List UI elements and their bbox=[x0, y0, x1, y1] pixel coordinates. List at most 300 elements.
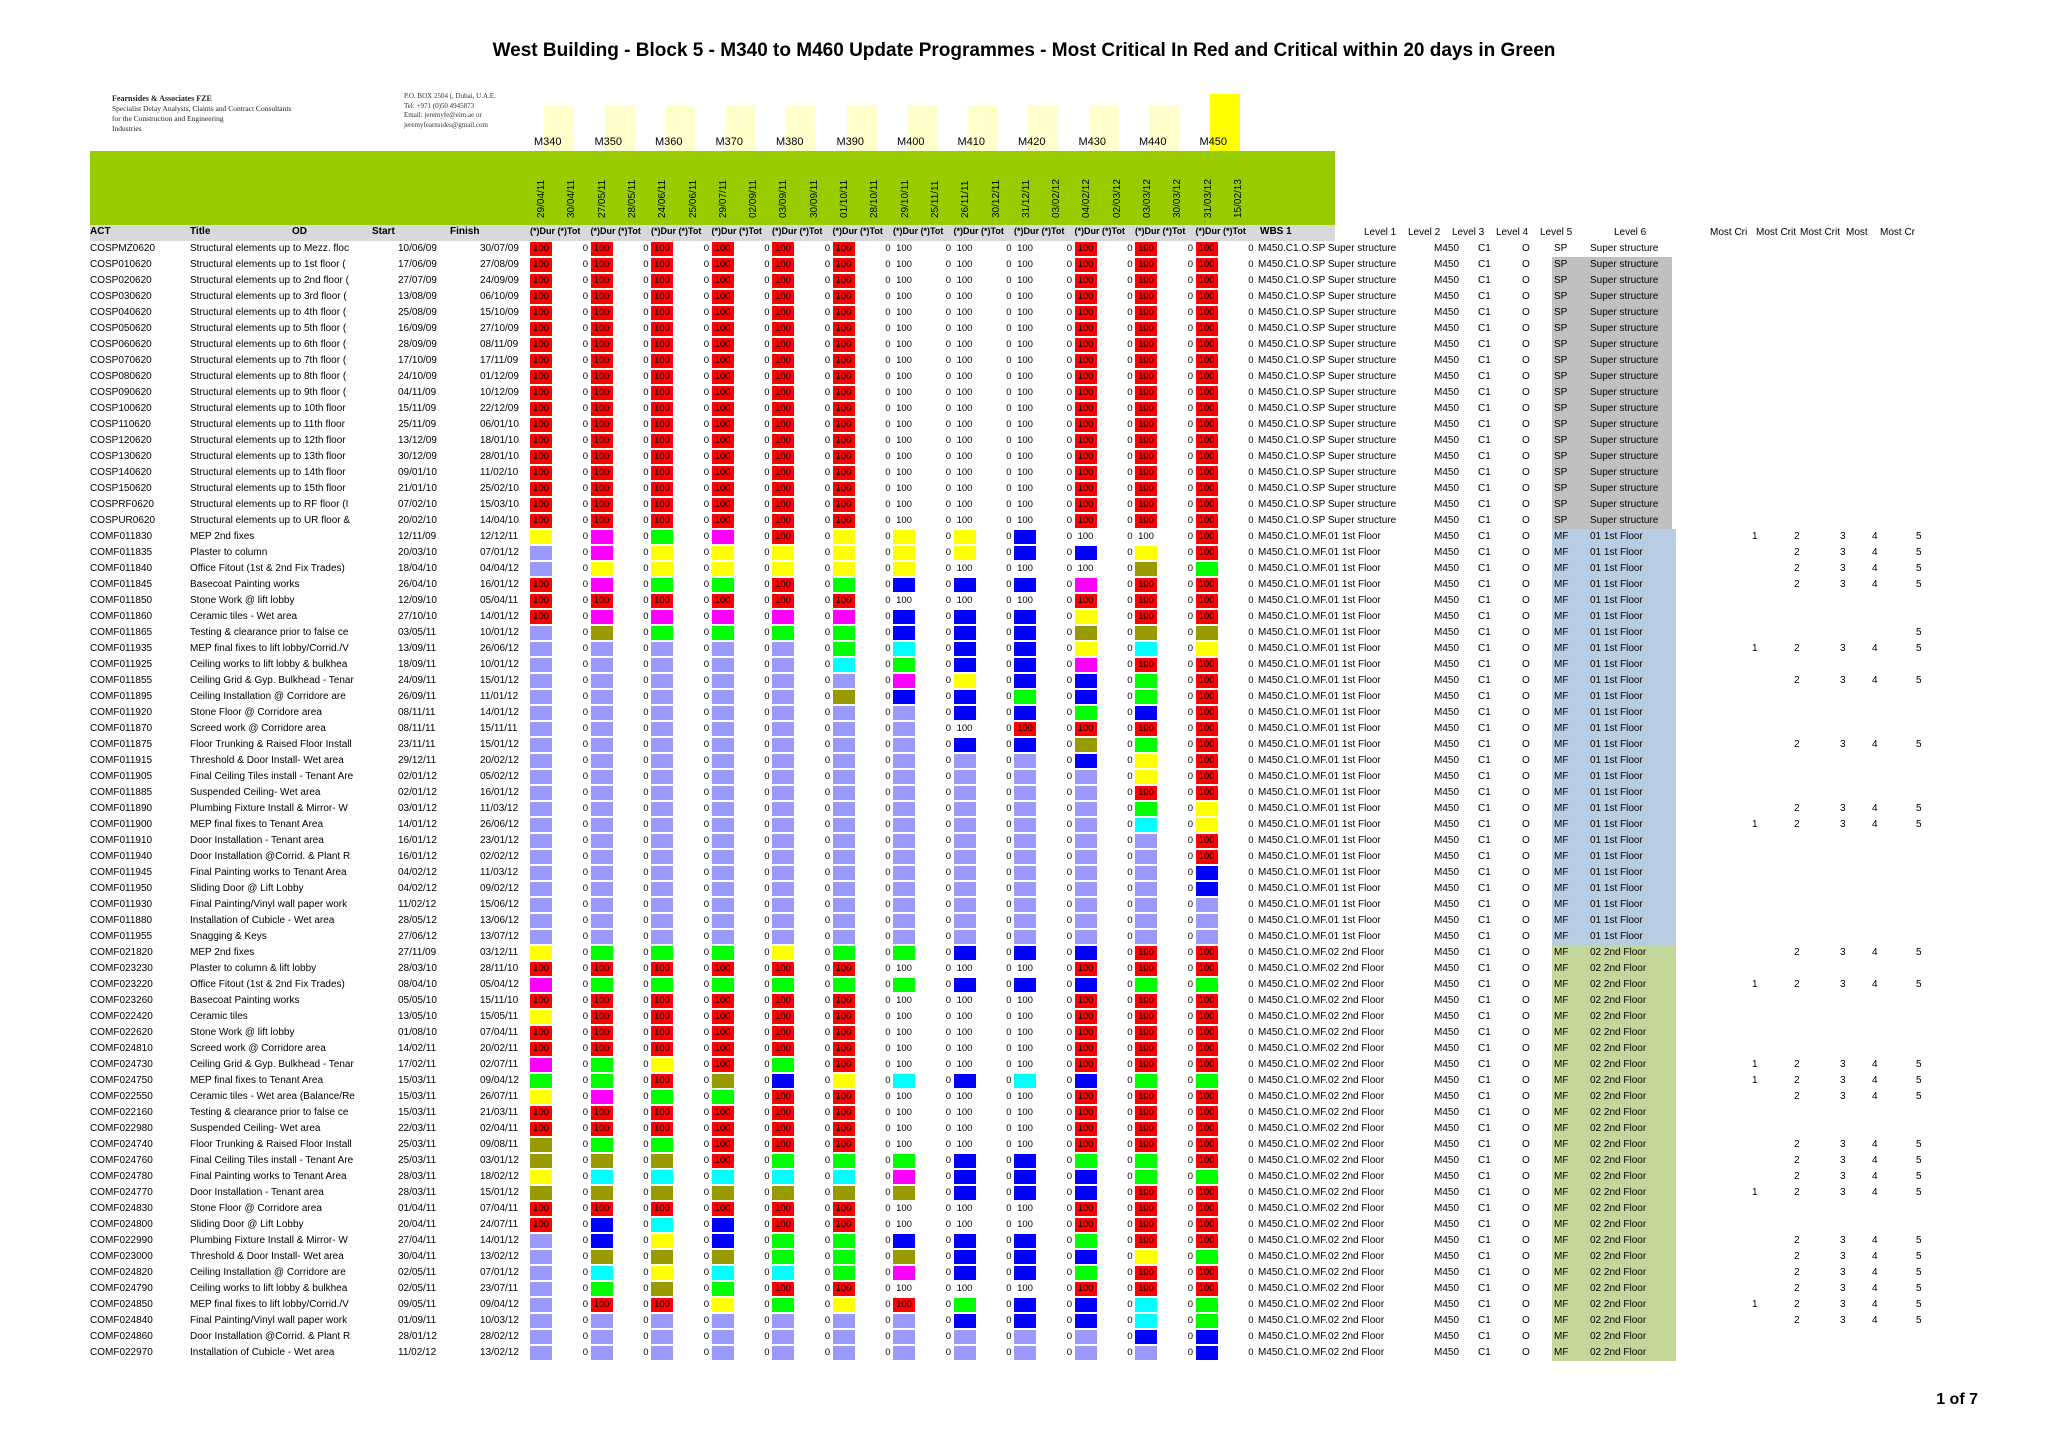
total-float-value: 0 bbox=[582, 579, 588, 590]
total-float-value: 0 bbox=[703, 819, 709, 830]
total-float-value: 0 bbox=[1066, 1027, 1072, 1038]
table-row[interactable] bbox=[0, 1009, 2048, 1025]
activity-id: COMF011935 bbox=[90, 643, 153, 654]
criticality-swatch bbox=[651, 802, 673, 816]
duration-value: 100 bbox=[1077, 355, 1094, 366]
total-float-value: 0 bbox=[1248, 643, 1254, 654]
finish-date: 25/02/10 bbox=[480, 483, 519, 494]
most-critical-flag: 4 bbox=[1872, 1251, 1878, 1262]
table-row[interactable] bbox=[0, 1169, 2048, 1185]
total-float-value: 0 bbox=[1006, 307, 1012, 318]
criticality-swatch bbox=[1075, 578, 1097, 592]
level-5: 02 2nd Floor bbox=[1590, 1187, 1647, 1198]
total-float-value: 0 bbox=[1187, 867, 1193, 878]
total-float-value: 0 bbox=[1248, 419, 1254, 430]
most-critical-flag: 3 bbox=[1840, 579, 1846, 590]
wbs-code: M450.C1.O.MF.01 1st Floor bbox=[1258, 771, 1381, 782]
total-float-value: 0 bbox=[1187, 1059, 1193, 1070]
total-float-value: 0 bbox=[1187, 531, 1193, 542]
table-row[interactable] bbox=[0, 673, 2048, 689]
criticality-swatch bbox=[954, 754, 976, 768]
criticality-swatch bbox=[954, 738, 976, 752]
duration-value: 100 bbox=[593, 1299, 610, 1310]
level-2: C1 bbox=[1478, 1059, 1491, 1070]
total-float-value: 0 bbox=[945, 291, 951, 302]
total-float-value: 0 bbox=[1248, 755, 1254, 766]
table-row[interactable] bbox=[0, 945, 2048, 961]
duration-value: 100 bbox=[1077, 1219, 1094, 1230]
most-critical-flag: 2 bbox=[1794, 819, 1800, 830]
level-1: M450 bbox=[1434, 963, 1460, 974]
criticality-swatch bbox=[772, 834, 794, 848]
pair-header: (*)Dur (*)Tot bbox=[1014, 226, 1065, 236]
duration-value: 100 bbox=[956, 499, 973, 510]
most-critical-flag: 2 bbox=[1794, 1155, 1800, 1166]
table-row[interactable] bbox=[0, 513, 2048, 529]
pair-header: (*)Dur (*)Tot bbox=[953, 226, 1004, 236]
criticality-swatch bbox=[772, 882, 794, 896]
total-float-value: 0 bbox=[1006, 643, 1012, 654]
total-float-value: 0 bbox=[945, 547, 951, 558]
level-4: MF bbox=[1554, 1331, 1569, 1342]
table-row[interactable] bbox=[0, 1345, 2048, 1361]
total-float-value: 0 bbox=[1006, 1059, 1012, 1070]
start-date: 26/09/11 bbox=[398, 691, 437, 702]
total-float-value: 0 bbox=[1187, 915, 1193, 926]
duration-value: 100 bbox=[654, 595, 670, 606]
criticality-swatch bbox=[1196, 1074, 1218, 1088]
total-float-value: 0 bbox=[885, 1139, 891, 1150]
level-1: M450 bbox=[1434, 691, 1460, 702]
table-row[interactable] bbox=[0, 1041, 2048, 1057]
total-float-value: 0 bbox=[1127, 355, 1133, 366]
start-date: 27/04/11 bbox=[398, 1235, 437, 1246]
total-float-value: 0 bbox=[582, 771, 588, 782]
table-row[interactable] bbox=[0, 529, 2048, 545]
activity-id: COMF022990 bbox=[90, 1235, 153, 1246]
total-float-value: 0 bbox=[643, 1139, 649, 1150]
criticality-swatch bbox=[1075, 898, 1097, 912]
total-float-value: 0 bbox=[1127, 979, 1133, 990]
total-float-value: 0 bbox=[1066, 675, 1072, 686]
total-float-value: 0 bbox=[703, 771, 709, 782]
table-row[interactable] bbox=[0, 977, 2048, 993]
total-float-value: 0 bbox=[1066, 419, 1072, 430]
table-row[interactable] bbox=[0, 1297, 2048, 1313]
total-float-value: 0 bbox=[824, 1107, 830, 1118]
table-row[interactable] bbox=[0, 1329, 2048, 1345]
duration-value: 100 bbox=[775, 259, 791, 270]
table-row[interactable] bbox=[0, 833, 2048, 849]
table-row[interactable] bbox=[0, 785, 2048, 801]
start-date: 09/05/11 bbox=[398, 1299, 437, 1310]
duration-value: 100 bbox=[1198, 739, 1215, 750]
table-row[interactable] bbox=[0, 769, 2048, 785]
total-float-value: 0 bbox=[1248, 259, 1254, 270]
total-float-value: 0 bbox=[582, 835, 588, 846]
table-row[interactable] bbox=[0, 1057, 2048, 1073]
duration-value: 100 bbox=[775, 1107, 791, 1118]
total-float-value: 0 bbox=[764, 419, 770, 430]
table-row[interactable] bbox=[0, 1233, 2048, 1249]
level-3: O bbox=[1522, 563, 1530, 574]
activity-title: Threshold & Door Install- Wet area bbox=[190, 755, 344, 766]
table-row[interactable] bbox=[0, 913, 2048, 929]
level-1: M450 bbox=[1434, 1107, 1460, 1118]
level-3: O bbox=[1522, 1171, 1530, 1182]
total-float-value: 0 bbox=[643, 1299, 649, 1310]
level-4: MF bbox=[1554, 707, 1569, 718]
wbs-code: M450.C1.O.MF.02 2nd Floor bbox=[1258, 1283, 1385, 1294]
level-5: 02 2nd Floor bbox=[1590, 1139, 1647, 1150]
criticality-swatch bbox=[651, 1250, 673, 1264]
table-row[interactable] bbox=[0, 657, 2048, 673]
criticality-swatch bbox=[1135, 626, 1157, 640]
pair-header: (*)Dur (*)Tot bbox=[893, 226, 944, 236]
level-1: M450 bbox=[1434, 1123, 1460, 1134]
pair-header: (*)Dur (*)Tot bbox=[772, 226, 823, 236]
milestone-label: M390 bbox=[836, 136, 865, 148]
duration-value: 100 bbox=[1017, 259, 1033, 270]
total-float-value: 0 bbox=[1006, 675, 1012, 686]
level-5: 01 1st Floor bbox=[1590, 675, 1643, 686]
table-row[interactable] bbox=[0, 881, 2048, 897]
table-row[interactable] bbox=[0, 465, 2048, 481]
table-row[interactable] bbox=[0, 561, 2048, 577]
table-row[interactable] bbox=[0, 353, 2048, 369]
total-float-value: 0 bbox=[643, 387, 649, 398]
duration-value: 100 bbox=[956, 435, 973, 446]
criticality-swatch bbox=[833, 626, 855, 640]
level-3: O bbox=[1522, 259, 1530, 270]
duration-value: 100 bbox=[956, 1203, 973, 1214]
activity-id: COMF011830 bbox=[90, 531, 153, 542]
total-float-value: 0 bbox=[703, 1299, 709, 1310]
total-float-value: 0 bbox=[1066, 1187, 1072, 1198]
start-date: 28/01/12 bbox=[398, 1331, 437, 1342]
table-row[interactable] bbox=[0, 449, 2048, 465]
total-float-value: 0 bbox=[1006, 707, 1012, 718]
most-critical-flag: 3 bbox=[1840, 947, 1846, 958]
criticality-swatch bbox=[954, 866, 976, 880]
table-row[interactable] bbox=[0, 1025, 2048, 1041]
table-row[interactable] bbox=[0, 241, 2048, 257]
table-row[interactable] bbox=[0, 817, 2048, 833]
table-row[interactable] bbox=[0, 705, 2048, 721]
level-5: 02 2nd Floor bbox=[1590, 1283, 1647, 1294]
criticality-swatch bbox=[530, 754, 552, 768]
table-row[interactable] bbox=[0, 433, 2048, 449]
level-4: MF bbox=[1554, 659, 1569, 670]
most-critical-flag: 3 bbox=[1840, 531, 1846, 542]
level-1: M450 bbox=[1434, 739, 1460, 750]
duration-value: 100 bbox=[714, 403, 731, 414]
level-1: M450 bbox=[1434, 387, 1460, 398]
start-date: 18/09/11 bbox=[398, 659, 437, 670]
duration-value: 100 bbox=[896, 371, 912, 382]
start-date: 11/02/12 bbox=[398, 1347, 437, 1358]
table-row[interactable] bbox=[0, 1185, 2048, 1201]
finish-date: 18/02/12 bbox=[480, 1171, 519, 1182]
table-row[interactable] bbox=[0, 865, 2048, 881]
total-float-value: 0 bbox=[1127, 819, 1133, 830]
table-row[interactable] bbox=[0, 1137, 2048, 1153]
criticality-swatch bbox=[954, 706, 976, 720]
table-row[interactable] bbox=[0, 481, 2048, 497]
activity-id: COMF023230 bbox=[90, 963, 153, 974]
criticality-swatch bbox=[893, 882, 915, 896]
duration-value: 100 bbox=[896, 243, 912, 254]
most-critical-flag: 5 bbox=[1916, 1299, 1922, 1310]
total-float-value: 0 bbox=[1006, 275, 1012, 286]
level-3: O bbox=[1522, 1315, 1530, 1326]
table-row[interactable] bbox=[0, 289, 2048, 305]
criticality-swatch bbox=[1014, 642, 1036, 656]
activity-id: COMF011835 bbox=[90, 547, 153, 558]
table-row[interactable] bbox=[0, 1073, 2048, 1089]
wbs-code: M450.C1.O.MF.02 2nd Floor bbox=[1258, 1203, 1385, 1214]
total-float-value: 0 bbox=[764, 387, 770, 398]
criticality-swatch bbox=[772, 754, 794, 768]
most-critical-flag: 4 bbox=[1872, 947, 1878, 958]
duration-value: 100 bbox=[1138, 579, 1154, 590]
total-float-value: 0 bbox=[1006, 899, 1012, 910]
start-date: 01/08/10 bbox=[398, 1027, 437, 1038]
table-row[interactable] bbox=[0, 1201, 2048, 1217]
column-header-row bbox=[90, 225, 1915, 241]
table-row[interactable] bbox=[0, 577, 2048, 593]
total-float-value: 0 bbox=[703, 1347, 709, 1358]
table-row[interactable] bbox=[0, 257, 2048, 273]
total-float-value: 0 bbox=[582, 259, 588, 270]
table-row[interactable] bbox=[0, 753, 2048, 769]
finish-date: 24/07/11 bbox=[480, 1219, 519, 1230]
duration-value: 100 bbox=[1017, 1043, 1033, 1054]
criticality-swatch bbox=[833, 930, 855, 944]
criticality-swatch bbox=[1196, 818, 1218, 832]
level-2: C1 bbox=[1478, 1219, 1491, 1230]
duration-value: 100 bbox=[835, 1203, 852, 1214]
level-2: C1 bbox=[1478, 643, 1491, 654]
table-row[interactable] bbox=[0, 545, 2048, 561]
level-1: M450 bbox=[1434, 1315, 1460, 1326]
criticality-swatch bbox=[530, 914, 552, 928]
activity-title: Structural elements up to 9th floor ( bbox=[190, 387, 347, 398]
total-float-value: 0 bbox=[945, 579, 951, 590]
total-float-value: 0 bbox=[1187, 899, 1193, 910]
table-row[interactable] bbox=[0, 385, 2048, 401]
duration-value: 100 bbox=[1198, 1091, 1215, 1102]
total-float-value: 0 bbox=[1127, 1315, 1133, 1326]
table-row[interactable] bbox=[0, 689, 2048, 705]
total-float-value: 0 bbox=[824, 611, 830, 622]
table-row[interactable] bbox=[0, 1153, 2048, 1169]
total-float-value: 0 bbox=[1066, 723, 1072, 734]
total-float-value: 0 bbox=[643, 1123, 649, 1134]
duration-value: 100 bbox=[654, 387, 670, 398]
criticality-swatch bbox=[712, 930, 734, 944]
table-row[interactable] bbox=[0, 1217, 2048, 1233]
activity-title: Final Painting works to Tenant Area bbox=[190, 867, 347, 878]
total-float-value: 0 bbox=[1127, 1299, 1133, 1310]
date-label: 15/02/13 bbox=[1232, 179, 1244, 218]
table-row[interactable] bbox=[0, 369, 2048, 385]
duration-value: 100 bbox=[593, 595, 610, 606]
criticality-swatch bbox=[591, 674, 613, 688]
duration-value: 100 bbox=[1077, 1283, 1094, 1294]
total-float-value: 0 bbox=[703, 275, 709, 286]
total-float-value: 0 bbox=[885, 339, 891, 350]
level-5: 02 2nd Floor bbox=[1590, 1347, 1647, 1358]
table-row[interactable] bbox=[0, 625, 2048, 641]
total-float-value: 0 bbox=[1187, 323, 1193, 334]
total-float-value: 0 bbox=[1248, 579, 1254, 590]
total-float-value: 0 bbox=[703, 755, 709, 766]
table-row[interactable] bbox=[0, 305, 2048, 321]
level-4: SP bbox=[1554, 243, 1568, 254]
finish-date: 11/02/10 bbox=[480, 467, 519, 478]
most-critical-flag: 5 bbox=[1916, 1283, 1922, 1294]
most-critical-flag: 5 bbox=[1916, 627, 1922, 638]
criticality-swatch bbox=[954, 1298, 976, 1312]
table-row[interactable] bbox=[0, 401, 2048, 417]
total-float-value: 0 bbox=[764, 1235, 770, 1246]
activity-title: Screed work @ Corridore area bbox=[190, 723, 326, 734]
total-float-value: 0 bbox=[764, 275, 770, 286]
duration-value: 100 bbox=[714, 1011, 731, 1022]
duration-value: 100 bbox=[1077, 403, 1094, 414]
finish-date: 28/01/10 bbox=[480, 451, 519, 462]
total-float-value: 0 bbox=[1248, 627, 1254, 638]
criticality-swatch bbox=[712, 546, 734, 560]
total-float-value: 0 bbox=[1127, 947, 1133, 958]
table-row[interactable] bbox=[0, 721, 2048, 737]
total-float-value: 0 bbox=[824, 755, 830, 766]
duration-value: 100 bbox=[1077, 499, 1094, 510]
criticality-swatch bbox=[651, 1314, 673, 1328]
finish-date: 09/08/11 bbox=[480, 1139, 519, 1150]
duration-value: 100 bbox=[654, 419, 670, 430]
criticality-swatch bbox=[1075, 1186, 1097, 1200]
level-5: 01 1st Floor bbox=[1590, 723, 1643, 734]
duration-value: 100 bbox=[533, 275, 549, 286]
table-row[interactable] bbox=[0, 1265, 2048, 1281]
table-row[interactable] bbox=[0, 417, 2048, 433]
duration-value: 100 bbox=[896, 499, 912, 510]
total-float-value: 0 bbox=[1187, 579, 1193, 590]
activity-title: Structural elements up to 2nd floor ( bbox=[190, 275, 349, 286]
table-row[interactable] bbox=[0, 609, 2048, 625]
level-2: C1 bbox=[1478, 851, 1491, 862]
table-row[interactable] bbox=[0, 1121, 2048, 1137]
table-row[interactable] bbox=[0, 929, 2048, 945]
table-row[interactable] bbox=[0, 321, 2048, 337]
total-float-value: 0 bbox=[764, 1139, 770, 1150]
level-2: C1 bbox=[1478, 243, 1491, 254]
table-row[interactable] bbox=[0, 641, 2048, 657]
table-row[interactable] bbox=[0, 1089, 2048, 1105]
most-critical-flag: 2 bbox=[1794, 1139, 1800, 1150]
duration-value: 100 bbox=[1198, 291, 1215, 302]
level-3: O bbox=[1522, 1235, 1530, 1246]
activity-id: COMF011900 bbox=[90, 819, 153, 830]
criticality-swatch bbox=[954, 882, 976, 896]
duration-value: 100 bbox=[714, 1027, 731, 1038]
level-2: C1 bbox=[1478, 979, 1491, 990]
duration-value: 100 bbox=[896, 323, 912, 334]
table-row[interactable] bbox=[0, 1105, 2048, 1121]
start-date: 15/03/11 bbox=[398, 1075, 437, 1086]
milestone-label: M440 bbox=[1139, 136, 1167, 148]
table-row[interactable] bbox=[0, 897, 2048, 913]
table-row[interactable] bbox=[0, 737, 2048, 753]
table-row[interactable] bbox=[0, 849, 2048, 865]
finish-date: 15/01/12 bbox=[480, 739, 519, 750]
table-row[interactable] bbox=[0, 593, 2048, 609]
criticality-swatch bbox=[591, 578, 613, 592]
table-row[interactable] bbox=[0, 993, 2048, 1009]
total-float-value: 0 bbox=[824, 931, 830, 942]
total-float-value: 0 bbox=[582, 499, 588, 510]
level-4: MF bbox=[1554, 627, 1569, 638]
table-row[interactable] bbox=[0, 1249, 2048, 1265]
criticality-swatch bbox=[591, 978, 613, 992]
duration-value: 100 bbox=[1138, 419, 1154, 430]
total-float-value: 0 bbox=[885, 707, 891, 718]
total-float-value: 0 bbox=[1187, 883, 1193, 894]
total-float-value: 0 bbox=[885, 867, 891, 878]
total-float-value: 0 bbox=[1006, 355, 1012, 366]
total-float-value: 0 bbox=[582, 307, 588, 318]
criticality-swatch bbox=[651, 1282, 673, 1296]
table-row[interactable] bbox=[0, 1313, 2048, 1329]
total-float-value: 0 bbox=[764, 1155, 770, 1166]
duration-value: 100 bbox=[714, 387, 731, 398]
criticality-swatch bbox=[1135, 898, 1157, 912]
table-row[interactable] bbox=[0, 497, 2048, 513]
table-row[interactable] bbox=[0, 961, 2048, 977]
start-date: 20/03/10 bbox=[398, 547, 437, 558]
level-5: Super structure bbox=[1590, 275, 1659, 286]
level-4: MF bbox=[1554, 819, 1569, 830]
total-float-value: 0 bbox=[643, 323, 649, 334]
total-float-value: 0 bbox=[824, 819, 830, 830]
criticality-swatch bbox=[893, 1330, 915, 1344]
criticality-swatch bbox=[772, 1234, 794, 1248]
duration-value: 100 bbox=[1198, 675, 1215, 686]
duration-value: 100 bbox=[1138, 611, 1154, 622]
wbs-code: M450.C1.O.SP Super structure bbox=[1258, 403, 1397, 414]
most-critical-flag: 5 bbox=[1916, 579, 1922, 590]
criticality-swatch bbox=[954, 642, 976, 656]
duration-value: 100 bbox=[1198, 547, 1215, 558]
level-5: 02 2nd Floor bbox=[1590, 979, 1647, 990]
duration-value: 100 bbox=[775, 403, 791, 414]
level-1: M450 bbox=[1434, 1299, 1460, 1310]
date-label: 28/10/11 bbox=[869, 179, 881, 218]
activity-title: Ceiling Installation @ Corridore are bbox=[190, 1267, 346, 1278]
table-row[interactable] bbox=[0, 1281, 2048, 1297]
total-float-value: 0 bbox=[824, 963, 830, 974]
total-float-value: 0 bbox=[643, 707, 649, 718]
table-row[interactable] bbox=[0, 801, 2048, 817]
table-row[interactable] bbox=[0, 337, 2048, 353]
duration-value: 100 bbox=[654, 339, 670, 350]
duration-value: 100 bbox=[896, 419, 912, 430]
duration-value: 100 bbox=[1017, 563, 1033, 574]
table-row[interactable] bbox=[0, 273, 2048, 289]
criticality-swatch bbox=[1196, 866, 1218, 880]
